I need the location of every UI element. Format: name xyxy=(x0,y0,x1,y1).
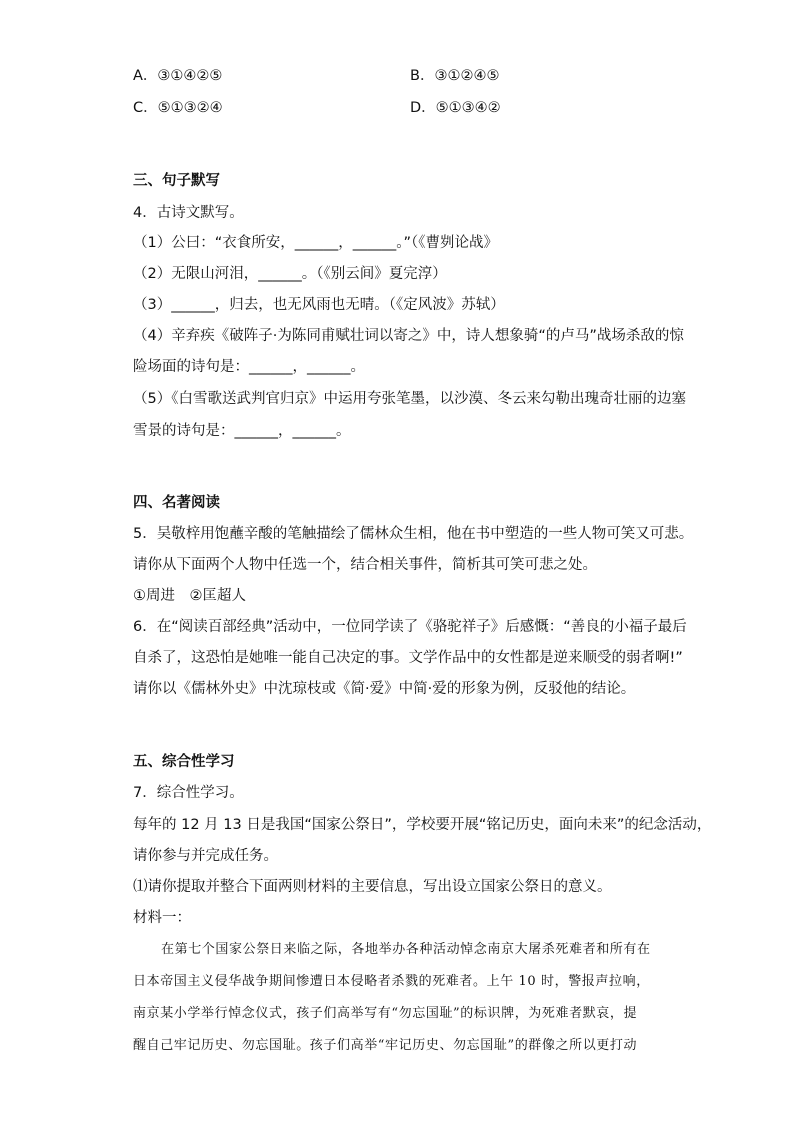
section-heading-dictation: 三、句子默写 xyxy=(133,173,220,189)
question-4-item: （5）《白雪歌送武判官归京》中运用夸张笔墨，以沙漠、冬云来勾勒出瑰奇壮丽的边塞 xyxy=(133,391,686,407)
material-1-text: 南京某小学举行悼念仪式，孩子们高举写有“勿忘国耻”的标识牌，为死难者默哀，提 xyxy=(133,1006,638,1021)
question-4-item: （3）______，归去，也无风雨也无晴。（《定风波》苏轼） xyxy=(133,297,505,313)
option-b[interactable]: B．③①②④⑤ xyxy=(410,68,500,84)
option-a[interactable]: A．③①④②⑤ xyxy=(133,68,223,84)
question-7-text: 7．综合性学习。 xyxy=(133,785,244,801)
question-6-text: 请你以《儒林外史》中沈琼枝或《简·爱》中简·爱的形象为例，反驳他的结论。 xyxy=(133,681,636,697)
question-7-text: 每年的 12 月 13 日是我国“国家公祭日”，学校要开展“铭记历史，面向未来”的纪念活动， xyxy=(133,817,712,833)
question-5-text: 5．吴敬梓用饱蘸辛酸的笔触描绘了儒林众生相，他在书中塑造的一些人物可笑又可悲。 xyxy=(133,526,694,542)
option-d[interactable]: D．⑤①③④② xyxy=(410,100,501,116)
question-4-item: 险场面的诗句是：______，______。 xyxy=(133,359,365,375)
material-label: 材料一： xyxy=(133,910,191,926)
question-4-stem: 4．古诗文默写。 xyxy=(133,205,244,221)
question-5-text: 请你从下面两个人物中任选一个，结合相关事件，简析其可笑可悲之处。 xyxy=(133,557,597,573)
option-c[interactable]: C．⑤①③②④ xyxy=(133,100,223,116)
question-6-text: 6．在“阅读百部经典”活动中，一位同学读了《骆驼祥子》后感慨：“善良的小福子最后 xyxy=(133,619,687,635)
question-7-text: 请你参与并完成任务。 xyxy=(133,848,278,864)
question-4-item: （2）无限山河泪，______。（《别云间》夏完淳） xyxy=(133,266,447,282)
material-1-text: 在第七个国家公祭日来临之际，各地举办各种活动悼念南京大屠杀死难者和所有在 xyxy=(161,942,651,957)
question-4-item: 雪景的诗句是：______，______。 xyxy=(133,423,351,439)
question-6-text: 自杀了，这恐怕是她唯一能自己决定的事。文学作品中的女性都是逆来顺受的弱者啊!” xyxy=(133,650,683,666)
question-4-item: （4）辛弃疾《破阵子·为陈同甫赋壮词以寄之》中，诗人想象骑“的卢马”战场杀敌的惊 xyxy=(133,328,684,344)
question-7-text: ⑴请你提取并整合下面两则材料的主要信息，写出设立国家公祭日的意义。 xyxy=(133,879,612,895)
question-4-item: （1）公曰：“衣食所安，______，______。”（《曹刿论战》 xyxy=(133,235,498,251)
section-heading-classics: 四、名著阅读 xyxy=(133,495,220,511)
material-1-text: 醒自己牢记历史、勿忘国耻。孩子们高举“牢记历史、勿忘国耻”的群像之所以更打动 xyxy=(133,1038,638,1053)
material-1-text: 日本帝国主义侵华战争期间惨遭日本侵略者杀戮的死难者。上午 10 时，警报声拉响， xyxy=(133,974,650,989)
question-5-choices: ①周进 ②匡超人 xyxy=(133,588,246,604)
section-heading-comprehensive: 五、综合性学习 xyxy=(133,754,235,770)
